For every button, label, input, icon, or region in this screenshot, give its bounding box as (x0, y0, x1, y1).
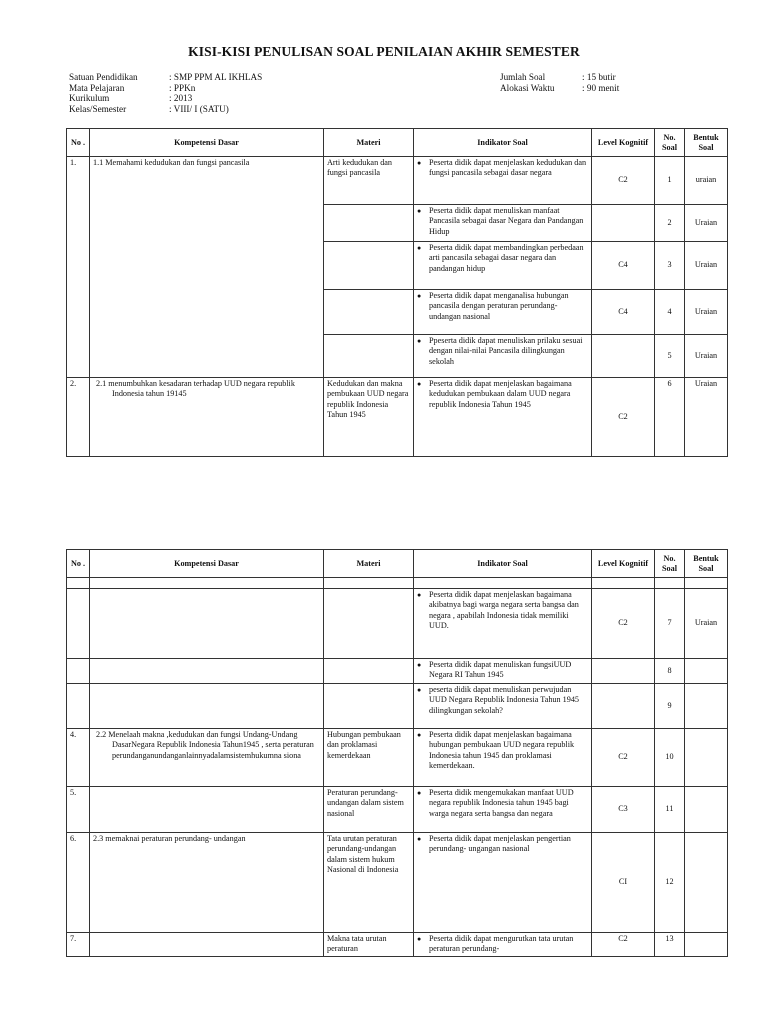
header-kompetensi-dasar: Kompetensi Dasar (90, 129, 324, 157)
row-materi: Hubungan pembukaan dan proklamasi kemerdekaan (324, 729, 414, 787)
row-indikator (414, 335, 592, 378)
header-bentuk: Bentuk Soal (685, 550, 728, 578)
kisi-table-2 (66, 549, 728, 957)
row-level: C2 (592, 933, 655, 957)
row-materi: Tata urutan peraturan perundang-undangan dalam sistem hukum Nasional di Indonesia (324, 833, 414, 933)
table-row (67, 378, 728, 457)
row-level: C2 (592, 378, 655, 457)
indikator-text: Peserta didik dapat menjelaskan bagaimana akibatnya bagi warga negara serta bangsa dan negara , apabilah Indonesia tidak memiliki UUD. (429, 590, 579, 631)
header-level: Level Kognitif (592, 550, 655, 578)
table-row (67, 659, 728, 684)
indikator-text: Ppeserta didik dapat menuliskan prilaku sesuai dengan nilai-nilai Pancasila dilingkungan sekolah (429, 336, 583, 366)
row-bentuk: Uraian (685, 205, 728, 242)
header-bentuk: Bentuk Soal (685, 129, 728, 157)
row-bentuk: Uraian (685, 335, 728, 378)
indikator-text: Peserta didik dapat menganalisa hubungan pancasila dengan peraturan perundang-undangan nasional (429, 291, 569, 321)
row-no-soal: 8 (655, 659, 685, 684)
meta-row-jumlah (500, 72, 619, 83)
table-row (67, 833, 728, 933)
row-materi (324, 335, 414, 378)
row-bentuk: Uraian (685, 378, 728, 457)
row-kompetensi (90, 659, 324, 684)
row-kompetensi: 2.3 memaknai peraturan perundang- undangan (90, 833, 324, 933)
table-row (67, 729, 728, 787)
row-materi: Makna tata urutan peraturan (324, 933, 414, 957)
row-level: C3 (592, 787, 655, 833)
row-materi (324, 659, 414, 684)
meta-left (69, 72, 262, 114)
row-indikator (414, 378, 592, 457)
header-materi: Materi (324, 129, 414, 157)
bullet-icon: ● (417, 686, 422, 694)
table-row (67, 157, 728, 205)
row-no-soal: 11 (655, 787, 685, 833)
header-no-soal: No. Soal (655, 550, 685, 578)
header-no-soal: No. Soal (655, 129, 685, 157)
row-bentuk (685, 684, 728, 729)
meta-right (500, 72, 619, 93)
row-no (67, 659, 90, 684)
table-header-row (67, 550, 728, 578)
row-level (592, 659, 655, 684)
indikator-text: Peserta didik mengemukakan manfaat UUD negara republik Indonesia tahun 1945 bagi warga negara serta bangsa dan negara (429, 788, 574, 818)
row-materi (324, 589, 414, 659)
row-no-soal: 10 (655, 729, 685, 787)
row-no-soal: 13 (655, 933, 685, 957)
meta-row-mapel (69, 83, 262, 94)
row-no: 2. (67, 378, 90, 457)
row-bentuk (685, 833, 728, 933)
row-no: 5. (67, 787, 90, 833)
row-no-soal: 6 (655, 378, 685, 457)
row-indikator (414, 684, 592, 729)
row-no-soal: 5 (655, 335, 685, 378)
row-indikator (414, 589, 592, 659)
meta-key: Alokasi Waktu (500, 82, 555, 93)
indikator-text: Peserta didik dapat menjelaskan bagaimana kedudukan pembukaan dalam UUD negara republik Indonesia Tahun 1945 (429, 379, 572, 409)
row-kompetensi (90, 729, 324, 787)
row-bentuk: Uraian (685, 589, 728, 659)
bullet-icon: ● (417, 835, 422, 843)
row-indikator (414, 157, 592, 205)
meta-value: : 2013 (169, 93, 193, 104)
row-no: 4. (67, 729, 90, 787)
bullet-icon: ● (417, 159, 422, 167)
meta-value: : 15 butir (582, 72, 616, 82)
row-materi: Arti kedudukan dan fungsi pancasila (324, 157, 414, 205)
header-kompetensi-dasar: Kompetensi Dasar (90, 550, 324, 578)
row-indikator (414, 729, 592, 787)
meta-key: Satuan Pendidikan (69, 72, 138, 82)
indikator-text: Peserta didik dapat menuliskan fungsiUUD Negara RI Tahun 1945 (429, 660, 572, 680)
bullet-icon: ● (417, 661, 422, 669)
row-kompetensi (90, 684, 324, 729)
header-indikator: Indikator Soal (414, 550, 592, 578)
row-indikator (414, 659, 592, 684)
indikator-text: peserta didik dapat menuliskan perwujudan UUD Negara Republik Indonesia Tahun 1945 dilingkungan sekolah? (429, 685, 580, 715)
row-no (67, 684, 90, 729)
row-materi: Peraturan perundang-undangan dalam sistem nasional (324, 787, 414, 833)
bullet-icon: ● (417, 337, 422, 345)
bullet-icon: ● (417, 380, 422, 388)
table-row-empty (67, 578, 728, 589)
row-indikator (414, 242, 592, 290)
row-indikator (414, 787, 592, 833)
table-row (67, 589, 728, 659)
row-materi (324, 242, 414, 290)
kompetensi-text: 2.1 menumbuhkan kesadaran terhadap UUD negara republik Indonesia tahun 19145 (96, 379, 295, 399)
bullet-icon: ● (417, 789, 422, 797)
row-bentuk: uraian (685, 157, 728, 205)
row-no-soal: 12 (655, 833, 685, 933)
meta-value: : 90 menit (582, 82, 620, 93)
meta-key: Jumlah Soal (500, 72, 546, 82)
row-no: 6. (67, 833, 90, 933)
row-no: 7. (67, 933, 90, 957)
row-level (592, 684, 655, 729)
row-bentuk (685, 659, 728, 684)
row-no-soal: 4 (655, 290, 685, 335)
header-materi: Materi (324, 550, 414, 578)
header-no: No . (67, 550, 90, 578)
row-no-soal: 2 (655, 205, 685, 242)
table-header-row (67, 129, 728, 157)
indikator-text: Peserta didik dapat menjelaskan bagaimana hubungan pembukaan UUD negara republik Indonesia tahun 1945 dan proklamasi kemerdekaan. (429, 730, 575, 771)
header-level: Level Kognitif (592, 129, 655, 157)
row-no-soal: 1 (655, 157, 685, 205)
indikator-text: Peserta didik dapat menuliskan manfaat Pancasila sebagai dasar Negara dan Pandangan Hidup (429, 206, 584, 236)
bullet-icon: ● (417, 292, 422, 300)
row-kompetensi: 1.1 Memahami kedudukan dan fungsi pancasila (90, 157, 324, 378)
row-materi (324, 205, 414, 242)
meta-row-kelas (69, 104, 262, 115)
meta-key: Kurikulum (69, 93, 110, 104)
row-level: C2 (592, 729, 655, 787)
row-no: 1. (67, 157, 90, 378)
header-no: No . (67, 129, 90, 157)
bullet-icon: ● (417, 591, 422, 599)
row-kompetensi (90, 787, 324, 833)
row-kompetensi (90, 933, 324, 957)
bullet-icon: ● (417, 731, 422, 739)
row-indikator (414, 933, 592, 957)
meta-value: : SMP PPM AL IKHLAS (169, 72, 263, 82)
indikator-text: Peserta didik dapat membandingkan perbedaan arti pancasila sebagai dasar negara dan pandangan hidup (429, 243, 584, 273)
meta-value: : VIII/ I (SATU) (169, 103, 229, 114)
row-indikator (414, 833, 592, 933)
row-level: C4 (592, 290, 655, 335)
document-title: KISI-KISI PENULISAN SOAL PENILAIAN AKHIR SEMESTER (188, 44, 580, 59)
row-bentuk (685, 933, 728, 957)
row-no-soal: 3 (655, 242, 685, 290)
table-row (67, 684, 728, 729)
meta-key: Mata Pelajaran (69, 82, 125, 93)
row-materi: Kedudukan dan makna pembukaan UUD negara republik Indonesia Tahun 1945 (324, 378, 414, 457)
meta-row-alokasi (500, 83, 619, 94)
bullet-icon: ● (417, 935, 422, 943)
row-materi (324, 290, 414, 335)
row-no-soal: 7 (655, 589, 685, 659)
meta-row-kurikulum (69, 93, 262, 104)
kompetensi-text: 2.2 Menelaah makna ,kedudukan dan fungsi Undang-Undang DasarNegara Republik Indonesia Tahun1945 , serta peraturan perundanganundanganlainnyadalamsistemhukumna siona (96, 730, 314, 760)
row-no-soal: 9 (655, 684, 685, 729)
row-indikator (414, 290, 592, 335)
kisi-table-1 (66, 128, 728, 457)
row-no (67, 589, 90, 659)
row-level: C2 (592, 157, 655, 205)
row-indikator (414, 205, 592, 242)
row-bentuk (685, 729, 728, 787)
row-level: CI (592, 833, 655, 933)
row-level (592, 335, 655, 378)
table-row (67, 787, 728, 833)
header-indikator: Indikator Soal (414, 129, 592, 157)
row-level: C2 (592, 589, 655, 659)
indikator-text: Peserta didik dapat mengurutkan tata urutan peraturan perundang- (429, 934, 574, 954)
indikator-text: Peserta didik dapat menjelaskan pengertian perundang- ungangan nasional (429, 834, 571, 854)
meta-value: : PPKn (169, 82, 196, 93)
bullet-icon: ● (417, 244, 422, 252)
bullet-icon: ● (417, 207, 422, 215)
row-bentuk: Uraian (685, 242, 728, 290)
row-level: C4 (592, 242, 655, 290)
row-materi (324, 684, 414, 729)
row-bentuk (685, 787, 728, 833)
meta-row-satuan (69, 72, 262, 83)
row-kompetensi (90, 378, 324, 457)
table-row (67, 933, 728, 957)
indikator-text: Peserta didik dapat menjelaskan kedudukan dan fungsi pancasila sebagai dasar negara (429, 158, 587, 178)
meta-key: Kelas/Semester (69, 103, 127, 114)
row-bentuk: Uraian (685, 290, 728, 335)
row-level (592, 205, 655, 242)
row-kompetensi (90, 589, 324, 659)
